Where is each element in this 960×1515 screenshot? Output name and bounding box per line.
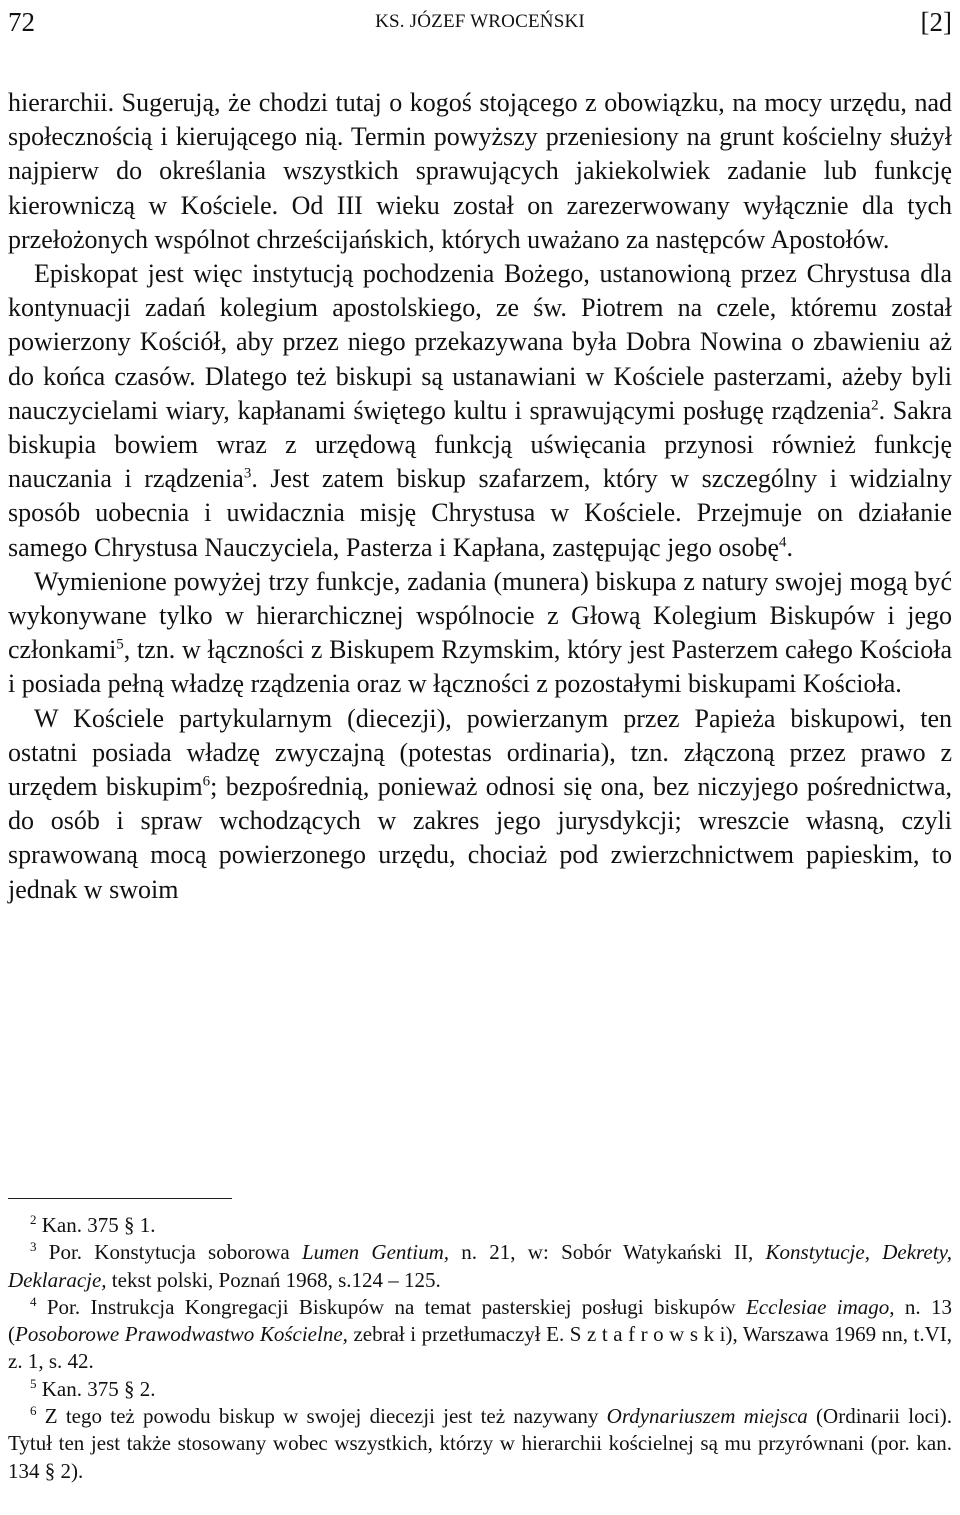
footnote-text: n. 13 ( — [8, 1294, 952, 1347]
footnote-text: zebrał i przetłumaczył E. S z t a f r o w s k i), Warszawa 1969 nn, t.VI, z. 1, s. 42. — [8, 1322, 953, 1374]
footnote-text: Por. Instrukcja Kongregacji Biskupów na temat pasterskiej posługi biskupów — [36, 1294, 746, 1319]
footnote-text: (Ordinarii loci). Tytuł ten jest także stosowany wobec wszystkich, którzy w hierarchii kościelnej są mu przyrównani (por. kan. 134 § 2). — [8, 1404, 952, 1483]
page-header — [8, 4, 952, 40]
footnote-ref-2[interactable]: 2 — [871, 397, 879, 414]
footnote-3 — [8, 1239, 952, 1294]
footnote-italic-title: Ecclesiae imago, — [745, 1294, 895, 1319]
footnote-ref-6[interactable]: 6 — [202, 773, 211, 790]
running-title: KS. JÓZEF WROCEŃSKI — [375, 11, 585, 32]
footnote-number: 6 — [30, 1403, 37, 1419]
footnote-2 — [8, 1212, 952, 1239]
footnote-number: 2 — [30, 1212, 37, 1227]
footnote-text: Por. Konstytucja soborowa — [36, 1240, 302, 1265]
footnote-italic-title: Posoborowe Prawodwastwo Kościelne, — [15, 1322, 348, 1347]
section-marker: [2] — [920, 7, 952, 37]
paragraph-1 — [8, 86, 952, 257]
footnote-number: 4 — [30, 1293, 37, 1309]
paragraph-3-text-a: Wymienione powyżej trzy funkcje, zadania (munera) biskupa z natury swojej mogą być wykonywane tylko w hierarchicznej wspólnocie z Głową Kolegium Biskupów i jego członkami — [8, 566, 952, 665]
footnote-5 — [8, 1376, 952, 1403]
footnote-italic-title: Ordynariuszem miejsca — [606, 1404, 808, 1429]
paragraph-3-text-b: , tzn. w łączności z Biskupem Rzymskim, który jest Pasterzem całego Kościoła i posiada pełną władzę rządzenia oraz w łączności z pozostałymi biskupami Kościoła. — [8, 635, 952, 699]
footnote-number: 3 — [30, 1239, 37, 1255]
paragraph-1-text: hierarchii. Sugerują, że chodzi tutaj o kogoś stojącego z obowiązku, na mocy urzędu, nad społecznością i kierującego nią. Termin powyższy przeniesiony na grunt kościelny służył najpierw do określania wszystkich sprawujących jakiekolwiek zadanie lub funkcję kierowniczą w Kościele. Od III wieku został on zarezerwowany wyłącznie dla tych przełożonych wspólnot chrześcijańskich, których uważano za następców Apostołów. — [8, 88, 952, 254]
page-number: 72 — [8, 7, 35, 37]
paragraph-3 — [8, 565, 952, 702]
footnote-text: n. 21, w: Sobór Watykański II, — [449, 1240, 766, 1265]
footnote-text: tekst polski, Poznań 1968, s.124 – 125. — [106, 1267, 441, 1292]
paragraph-4 — [8, 702, 952, 907]
footnote-separator — [8, 1198, 232, 1199]
paragraph-2-text-d: . — [786, 532, 794, 562]
main-text — [8, 86, 952, 907]
footnote-italic-title: Lumen Gentium, — [301, 1240, 449, 1265]
footnotes — [8, 1212, 952, 1485]
paragraph-2-text-a: Episkopat jest więc instytucją pochodzenia Bożego, ustanowioną przez Chrystusa dla kontynuacji zadań kolegium apostolskiego, ze św. Piotrem na czele, któremu został powierzony Kościół, aby przez niego przekazywana była Dobra Nowina o zbawieniu aż do końca czasów. Dlatego też biskupi są ustanawiani w Kościele pasterzami, ażeby byli nauczycielami wiary, kapłanami świętego kultu i sprawującymi posługę rządzenia — [8, 259, 952, 425]
footnote-ref-5[interactable]: 5 — [116, 636, 124, 653]
footnote-number: 5 — [30, 1375, 37, 1391]
footnote-ref-3[interactable]: 3 — [243, 465, 252, 482]
footnote-6 — [8, 1403, 952, 1485]
footnote-text: Kan. 375 § 2. — [36, 1376, 156, 1401]
footnote-text: Z tego też powodu biskup w swojej diecezji jest też nazywany — [36, 1404, 607, 1429]
paragraph-2 — [8, 257, 952, 565]
paragraph-2-text-c: . Jest zatem biskup szafarzem, który w szczególny i widzialny sposób uobecnia i uwidacznia misję Chrystusa w Kościele. Przejmuje on działanie samego Chrystusa Nauczyciela, Pasterza i Kapłana, zastępując jego osobę — [8, 464, 952, 562]
footnote-ref-4[interactable]: 4 — [779, 533, 787, 550]
footnote-4 — [8, 1294, 952, 1376]
paragraph-4-text-b: ; bezpośrednią, ponieważ odnosi się ona, bez niczyjego pośrednictwa, do osób i spraw wchodzących w zakres jego jurysdykcji; wreszcie własną, czyli sprawowaną mocą powierzonego urzędu, chociaż pod zwierzchnictwem papieskim, to jednak w swoim — [8, 772, 952, 904]
paragraph-4-text-a: W Kościele partykularnym (diecezji), powierzanym przez Papieża biskupowi, ten ostatni posiada władzę zwyczajną (potestas ordinaria), tzn. złączoną przez prawo z urzędem biskupim — [8, 703, 952, 802]
footnote-italic-title: Konstytucje, Dekrety, Deklaracje, — [8, 1240, 952, 1292]
footnote-text: Kan. 375 § 1. — [36, 1213, 156, 1237]
paragraph-2-text-b: . Sakra biskupia bowiem wraz z urzędową funkcją uświęcania przynosi również funkcję nauczania i rządzenia — [8, 395, 953, 494]
